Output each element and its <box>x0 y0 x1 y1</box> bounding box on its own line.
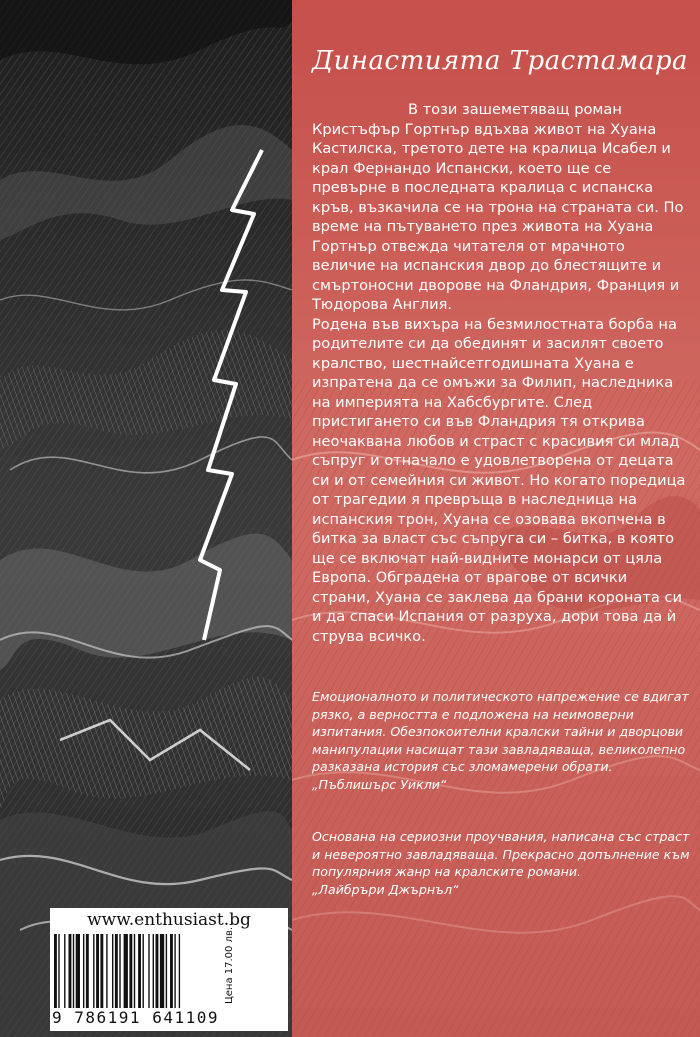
publisher-website: www.enthusiast.bg <box>87 910 251 930</box>
engraving-illustration <box>0 0 292 1037</box>
review-text: Емоционалното и политическото напрежение се вдигат рязко, а верността е подложена на неимоверни изпитания. Обезпокоителни кралски тайни и дворцови манипулации насищат тази завладяваща, великолепно разказана история със зломамерени обрати. <box>312 689 689 774</box>
stormy-sea-engraving <box>0 0 292 1037</box>
book-title: Династията Трастамара <box>312 46 689 76</box>
review-source: „Пъблишърс Уикли“ <box>312 776 447 792</box>
description-paragraph: Родена във вихъра на безмилостната борба на родителите си да обединят и засилят своето кралство, шестнайсетгодишната Хуана е изпратена да се омъжи за Филип, наследника на империята на Хабсбургите. След пристигането си във Фландрия тя открива неочаквана любов и страст с красивия си млад съпруг и отначало е удовлетворена от децата си и от семейния си живот. Но когато поредица от трагедии я превръща в наследница на испанския трон, Хуана се озовава вкопчена в битка за власт със съпруга си – битка, в която ще се включат най-видните монарси от цяла Европа. Обградена от врагове от всички страни, Хуана се заклева да брани короната си и да спаси Испания от разруха, дори това да ѝ струва всичко. <box>312 315 686 645</box>
price-label: Цена 17.00 лв. <box>224 926 235 1004</box>
review-text: Основана на сериозни проучвания, написана със страст и невероятно завладяваща. Прекрасно допълнение към популярния жанр на кралските романи. <box>312 829 690 879</box>
barcode-panel <box>50 908 288 1031</box>
review-publishers-weekly <box>312 688 696 793</box>
review-library-journal <box>312 828 696 898</box>
isbn-number: 9 786191 641109 <box>52 1008 219 1027</box>
description-paragraph: В този зашеметяващ роман Кристъфър Гортнър вдъхва живот на Хуана Кастилска, третото дете на кралица Исабел и крал Фернандо Испански, което ще се превърне в последната кралица с испанска кръв, възкачила се на трона на страната си. По време на пътуването през живота на Хуана Гортнър отвежда читателя от мрачното величие на испанския двор до блестящите и смъртоносни дворове на Фландрия, Франция и Тюдорова Англия. <box>312 101 684 313</box>
book-description <box>312 100 690 646</box>
review-source: „Лайбръри Джърнъл“ <box>312 881 459 897</box>
